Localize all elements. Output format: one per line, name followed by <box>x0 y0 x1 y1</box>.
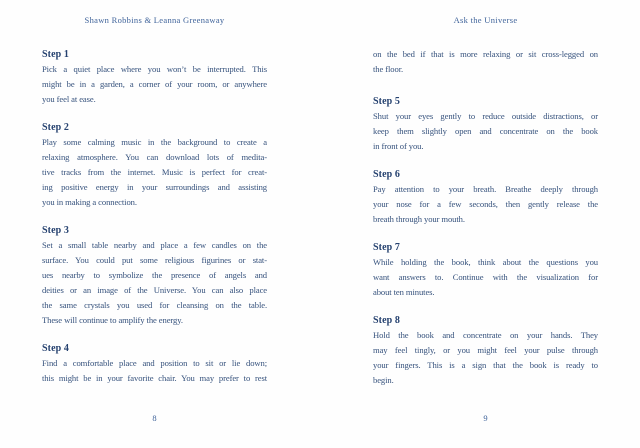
body-line: Find a comfortable place and position to sit or lie down; <box>42 358 267 368</box>
body-line: keep them slightly open and concentrate on the book <box>373 126 598 136</box>
body-line: on the bed if that is more relaxing or sit cross-legged on <box>373 49 598 59</box>
step-heading: Step 8 <box>373 315 400 326</box>
step-heading: Step 6 <box>373 169 400 180</box>
page-right <box>320 0 640 448</box>
body-line: These will continue to amplify the energy. <box>42 315 183 325</box>
body-line: you in making a connection. <box>42 197 137 207</box>
body-line: the floor. <box>373 64 404 74</box>
step-section <box>373 94 598 154</box>
body-line: ing positive energy in your surroundings and assisting <box>42 182 267 192</box>
step-section <box>42 47 267 107</box>
body-line: tive tracks from the internet. Music is perfect for creat- <box>42 167 267 177</box>
body-line: might be in a garden, a corner of your room, or anywhere <box>42 79 267 89</box>
page-right-content <box>373 47 598 401</box>
step-section <box>42 341 267 386</box>
body-line: deities or an image of the Universe. You can also place <box>42 285 267 295</box>
running-head-authors: Shawn Robbins & Leanna Greenaway <box>84 15 225 25</box>
step-section <box>42 120 267 210</box>
body-line: Shut your eyes gently to reduce outside distractions, or <box>373 111 598 121</box>
step-heading: Step 2 <box>42 122 69 133</box>
body-line: in front of you. <box>373 141 424 151</box>
step-section <box>373 167 598 227</box>
body-line: Pick a quiet place where you won’t be interrupted. This <box>42 64 267 74</box>
body-line: your fingers. This is a sign that the book is ready to <box>373 360 598 370</box>
body-line: may feel tingly, or you might feel your pulse through <box>373 345 598 355</box>
step-section <box>373 313 598 388</box>
step-heading: Step 3 <box>42 225 69 236</box>
body-line: Hold the book and concentrate on your hands. They <box>373 330 598 340</box>
running-head-book-title: Ask the Universe <box>453 15 518 25</box>
body-line: want answers to. Continue with the visualization for <box>373 272 598 282</box>
body-line: you feel at ease. <box>42 94 96 104</box>
body-line: Play some calming music in the background to create a <box>42 137 267 147</box>
step-heading: Step 1 <box>42 49 69 60</box>
body-line: ues nearby to symbolize the presence of angels and <box>42 270 267 280</box>
body-line: surface. You could put some religious figurines or stat- <box>42 255 267 265</box>
body-line: begin. <box>373 375 394 385</box>
step-heading: Step 5 <box>373 96 400 107</box>
body-line: relaxing atmosphere. You can download lots of medita- <box>42 152 267 162</box>
body-line: Set a small table nearby and place a few candles on the <box>42 240 267 250</box>
body-line: about ten minutes. <box>373 287 435 297</box>
page-left-content <box>42 47 267 399</box>
step-section <box>42 223 267 328</box>
body-line: While holding the book, think about the questions you <box>373 257 598 267</box>
page-number-right: 9 <box>483 413 488 423</box>
step-heading: Step 7 <box>373 242 400 253</box>
body-line: your nose for a few seconds, then gently release the <box>373 199 598 209</box>
page-number-left: 8 <box>152 413 157 423</box>
step-section <box>373 240 598 300</box>
body-line: this might be in your favorite chair. You may prefer to rest <box>42 373 267 383</box>
continuation-paragraph <box>373 47 598 77</box>
step-heading: Step 4 <box>42 343 69 354</box>
body-line: the same crystals you used for cleansing on the table. <box>42 300 267 310</box>
body-line: Pay attention to your breath. Breathe deeply through <box>373 184 598 194</box>
body-line: breath through your mouth. <box>373 214 465 224</box>
